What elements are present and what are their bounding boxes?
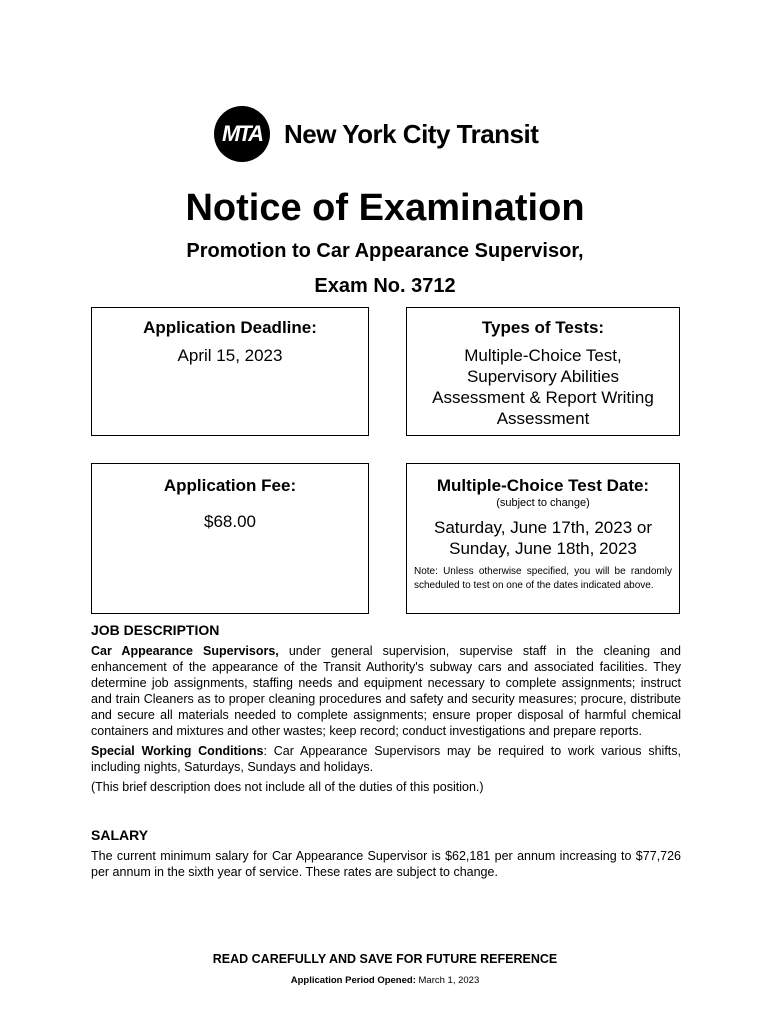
test-types-box [406, 307, 680, 436]
application-period-date: March 1, 2023 [415, 975, 480, 986]
header [214, 106, 538, 162]
subtitle-line-2: Exam No. 3712 [314, 275, 456, 297]
test-types-line-1: Multiple-Choice Test, [464, 346, 622, 365]
deadline-box [91, 307, 369, 436]
org-name: New York City Transit [284, 118, 539, 149]
test-types-line-3: Assessment & Report Writing [432, 388, 654, 407]
application-period-opened [0, 975, 770, 986]
salary-text: The current minimum salary for Car Appearance Supervisor is $62,181 per annum increasing to $77,726 per annum in the sixth year of service. These rates are subject to change. [91, 849, 681, 879]
special-working-conditions-label: Special Working Conditions [91, 744, 264, 758]
fee-value: $68.00 [204, 512, 256, 531]
job-description-body: under general supervision, supervise staff in the cleaning and enhancement of the appearance of the Transit Authority's subway cars and associated facilities. They determine job assignments, staffing needs and equipment necessary to complete assignments; instruct and train Cleaners as to proper cleaning procedures and safety and security measures; procure, distribute and secure all materials needed to complete assignments; ensure proper disposal of harmful chemical containers and mixtures and other wastes; keep record; conduct investigations and prepare reports. [91, 644, 681, 738]
deadline-label: Application Deadline: [143, 318, 317, 337]
salary-section [91, 827, 681, 880]
test-types-line-4: Assessment [496, 409, 590, 428]
salary-heading: SALARY [91, 827, 149, 843]
job-description-lead: Car Appearance Supervisors, [91, 644, 279, 658]
fee-label: Application Fee: [163, 476, 297, 495]
test-types-label: Types of Tests: [481, 318, 605, 337]
test-types-line-2: Supervisory Abilities [466, 367, 620, 386]
job-description-heading: JOB DESCRIPTION [91, 622, 220, 638]
fee-box [91, 463, 369, 614]
test-date-box [406, 463, 680, 614]
special-working-conditions [91, 743, 681, 775]
job-description-text [91, 643, 681, 739]
mta-logo: MTA [214, 106, 270, 162]
read-carefully-notice: READ CAREFULLY AND SAVE FOR FUTURE REFERENCE [212, 952, 558, 966]
page-title: Notice of Examination [185, 187, 585, 229]
application-period-label: Application Period Opened: [290, 975, 416, 986]
description-note: (This brief description does not include all of the duties of this position.) [91, 780, 484, 794]
job-description-section [91, 622, 681, 795]
test-date-note: Note: Unless otherwise specified, you will be randomly scheduled to test on one of the dates indicated above. [414, 566, 672, 591]
subtitle-line-1: Promotion to Car Appearance Supervisor, [186, 240, 584, 262]
deadline-value: April 15, 2023 [177, 346, 283, 365]
test-date-line-1: Saturday, June 17th, 2023 or [433, 518, 652, 537]
test-date-line-2: Sunday, June 18th, 2023 [449, 539, 637, 558]
special-working-conditions-body: : Car Appearance Supervisors may be required to work various shifts, including nights, Saturdays, Sundays and holidays. [91, 744, 681, 774]
test-date-label: Multiple-Choice Test Date: [436, 476, 650, 495]
test-date-subject-to-change: (subject to change) [496, 497, 590, 509]
